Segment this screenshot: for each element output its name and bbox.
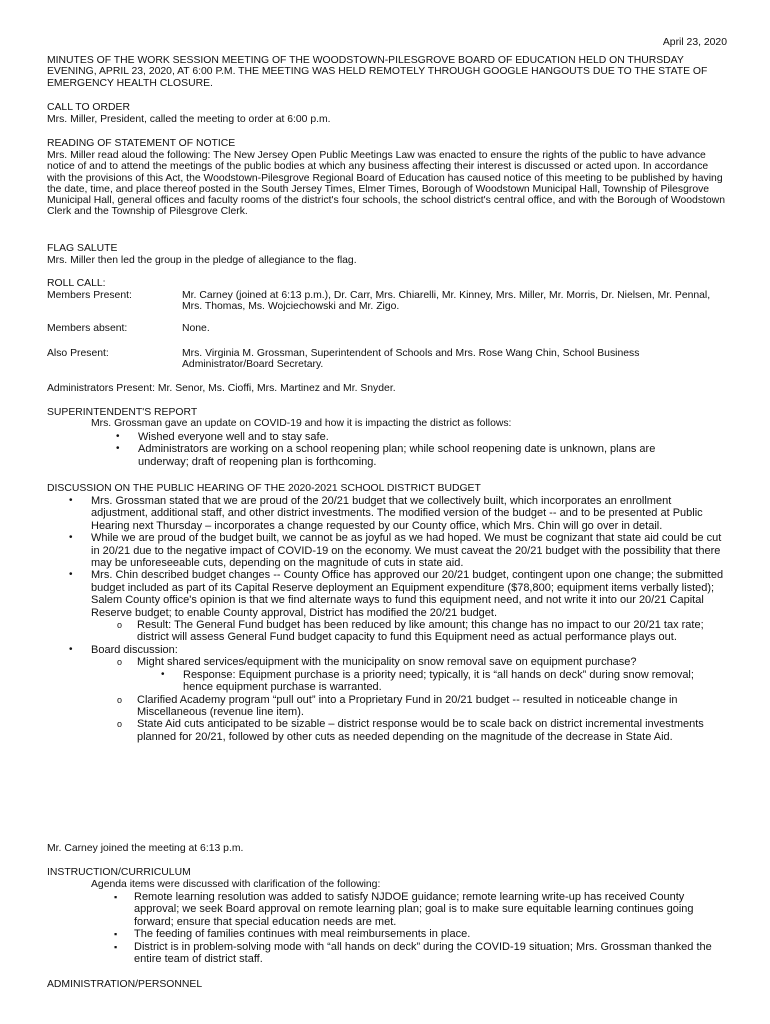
list-item: • While we are proud of the budget built, we cannot be as joyful as we had hoped. We must be cognizant that state aid could be cut in 20/21 due to the negative impact of COVID-19 on the economy. We must caveat the 20/21 budget with the possibility that there may be unforeseeable cuts, depending on the magnitude of cuts in state aid. — [91, 532, 726, 569]
superintendent-heading: SUPERINTENDENT'S REPORT — [47, 407, 198, 418]
list-item: o State Aid cuts anticipated to be sizable – district response would be to scale back on district incremental investments planned for 20/21, followed by other cuts as needed depending on the magnitude of the decrease in State Aid. — [137, 718, 726, 743]
meeting-date: April 23, 2020 — [662, 37, 727, 48]
flag-salute-text: Mrs. Miller then led the group in the pledge of allegiance to the flag. — [47, 255, 357, 266]
list-item: ▪ District is in problem-solving mode with “all hands on deck” during the COVID-19 situation; Mrs. Grossman thanked the entire team of district staff. — [134, 941, 724, 966]
notice-heading: READING OF STATEMENT OF NOTICE — [47, 138, 236, 149]
members-absent-label: Members absent: — [47, 323, 128, 334]
instruction-intro: Agenda items were discussed with clarification of the following: — [91, 879, 381, 890]
administration-heading: ADMINISTRATION/PERSONNEL — [47, 979, 203, 990]
list-item: • Mrs. Grossman stated that we are proud of the 20/21 budget that we collectively built, which incorporates an enrollment adjustment, additional staff, and other district investments. The modified version of the budget -- and to be presented at Public Hearing next Thursday – incorporates a change requested by our County office, which Mrs. Chin will go over in detail. — [91, 495, 726, 532]
also-present-label: Also Present: — [47, 348, 109, 359]
flag-salute-heading: FLAG SALUTE — [47, 243, 118, 254]
minutes-title: MINUTES OF THE WORK SESSION MEETING OF THE WOODSTOWN-PILESGROVE BOARD OF EDUCATION HELD ON THURSDAY EVENING, APRIL 23, 2020, AT 6:00 P.M. THE MEETING WAS HELD REMOTELY THROUGH GOOGLE HANGOUTS DUE TO THE STATE OF EMERGENCY HEALTH CLOSURE. — [47, 55, 708, 89]
list-item: • Mrs. Chin described budget changes -- County Office has approved our 20/21 budget, contingent upon one change; the submitted budget included as part of its Capital Reserve deployment an Equipment expenditure ($78,800; equipment items verbally listed); Salem County office's opinion is that we find alternate ways to fund this equipment need, and not write it into our 20/21 Capital Reserve budget; to enable County approval, District has modified the 20/21 budget. — [91, 569, 726, 619]
instruction-list — [134, 891, 724, 965]
instruction-heading: INSTRUCTION/CURRICULUM — [47, 867, 191, 878]
members-absent-value: None. — [182, 323, 210, 334]
list-item: • Wished everyone well and to stay safe. — [138, 431, 708, 443]
list-item: o Result: The General Fund budget has been reduced by like amount; this change has no impact to our 20/21 tax rate; district will assess General Fund budget capacity to fund this Equipment need as actual performance plays out. — [137, 619, 726, 644]
budget-list — [91, 495, 726, 743]
list-item: o Clarified Academy program “pull out” into a Proprietary Fund in 20/21 budget -- resulted in noticeable change in Miscellaneous (revenue line item). — [137, 694, 726, 719]
call-to-order-heading: CALL TO ORDER — [47, 102, 130, 113]
budget-heading: DISCUSSION ON THE PUBLIC HEARING OF THE 2020-2021 SCHOOL DISTRICT BUDGET — [47, 483, 481, 494]
members-present-label: Members Present: — [47, 290, 132, 301]
list-item: ▪ The feeding of families continues with meal reimbursements in place. — [134, 928, 724, 940]
list-item: ▪ Remote learning resolution was added to satisfy NJDOE guidance; remote learning write-up has received County approval; we seek Board approval on remote learning plan; goal is to make sure equitable learning continues going forward; ensure that special education needs are met. — [134, 891, 724, 928]
list-item: • Administrators are working on a school reopening plan; while school reopening date is unknown, plans are underway; draft of reopening plan is forthcoming. — [138, 443, 708, 468]
also-present-value: Mrs. Virginia M. Grossman, Superintendent of Schools and Mrs. Rose Wang Chin, School Business Administrator/Board Secretary. — [182, 348, 640, 371]
list-item: • Response: Equipment purchase is a priority need; typically, it is “all hands on deck” during snow removal; hence equipment purchase is warranted. — [183, 669, 726, 694]
carney-joined: Mr. Carney joined the meeting at 6:13 p.m. — [47, 843, 244, 854]
notice-text: Mrs. Miller read aloud the following: The New Jersey Open Public Meetings Law was enacted to ensure the rights of the public to have advance notice of and to attend the meetings of the public bodies at which any business affecting their interest is discussed or acted upon. In accordance with the provisions of this Act, the Woodstown-Pilesgrove Regional Board of Education has caused notice of this meeting to be published by having the date, time, and place thereof posted in the South Jersey Times, Elmer Times, Borough of Woodstown Municipal Hall, Township of Pilesgrove Municipal Hall, general offices and faculty rooms of the district's four schools, the school district's central office, and with the Borough of Woodstown Clerk and the Township of Pilesgrove Clerk. — [47, 150, 725, 218]
roll-call-heading: ROLL CALL: — [47, 278, 106, 289]
superintendent-intro: Mrs. Grossman gave an update on COVID-19 and how it is impacting the district as follows: — [91, 418, 512, 429]
superintendent-list — [138, 431, 708, 468]
administrators-present: Administrators Present: Mr. Senor, Ms. Cioffi, Mrs. Martinez and Mr. Snyder. — [47, 383, 396, 394]
call-to-order-text: Mrs. Miller, President, called the meeting to order at 6:00 p.m. — [47, 114, 331, 125]
members-present-value: Mr. Carney (joined at 6:13 p.m.), Dr. Carr, Mrs. Chiarelli, Mr. Kinney, Mrs. Miller, Mr. Morris, Dr. Nielsen, Mr. Pennal, Mrs. Thomas, Ms. Wojciechowski and Mr. Zigo. — [182, 290, 711, 313]
list-item: o Might shared services/equipment with the municipality on snow removal save on equipment purchase? — [137, 656, 726, 668]
list-item: • Board discussion: — [91, 644, 726, 656]
